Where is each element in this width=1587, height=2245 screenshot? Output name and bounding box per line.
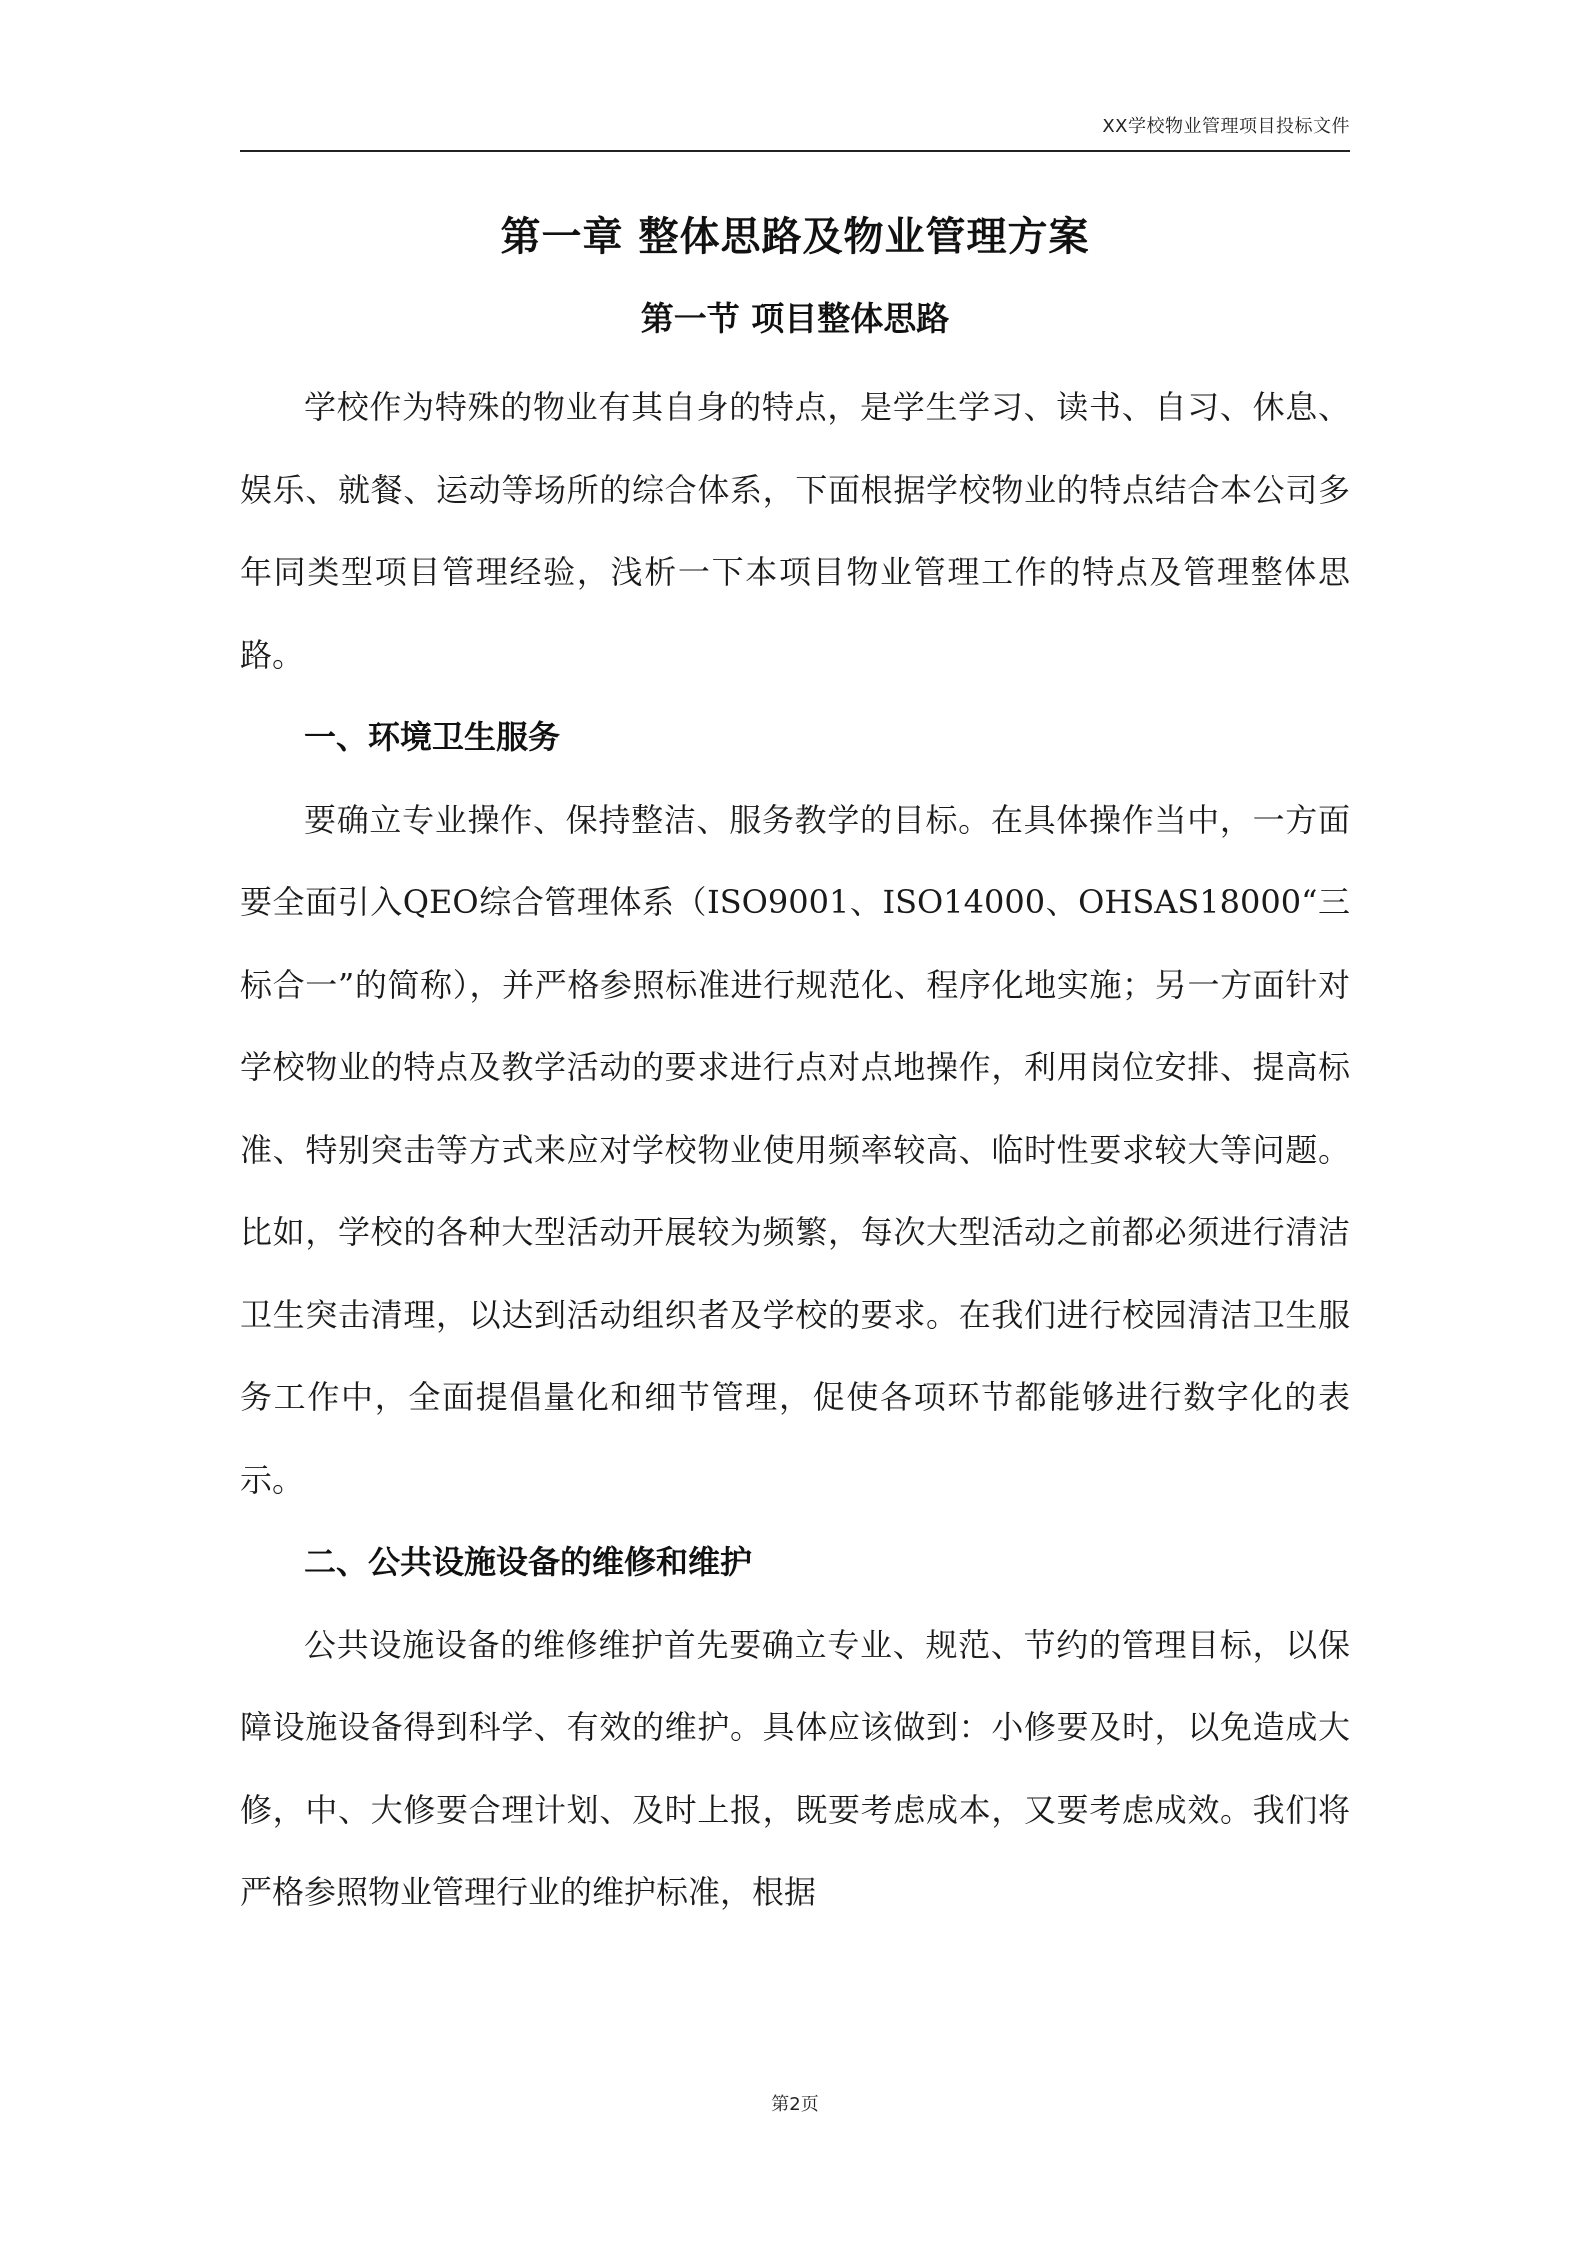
header-rule — [240, 150, 1350, 152]
section-title: 第一节 项目整体思路 — [640, 299, 950, 338]
intro-paragraph: 学校作为特殊的物业有其自身的特点，是学生学习、读书、自习、休息、娱乐、就餐、运动等场所的综合体系，下面根据学校物业的特点结合本公司多年同类型项目管理经验，浅析一下本项目物业管理工作的特点及管理整体思路。 — [240, 388, 1350, 674]
running-header: XX学校物业管理项目投标文件 — [1102, 116, 1350, 137]
environment-paragraph: 要确立专业操作、保持整洁、服务教学的目标。在具体操作当中，一方面要全面引入QEO综合管理体系（ISO9001、ISO14000、OHSAS18000“三标合一”的简称），并严格参照标准进行规范化、程序化地实施；另一方面针对学校物业的特点及教学活动的要求进行点对点地操作，利用岗位安排、提高标准、特别突击等方式来应对学校物业使用频率较高、临时性要求较大等问题。比如，学校的各种大型活动开展较为频繁，每次大型活动之前都必须进行清洁卫生突击清理，以达到活动组织者及学校的要求。在我们进行校园清洁卫生服务工作中，全面提倡量化和细节管理，促使各项环节都能够进行数字化的表示。 — [240, 800, 1350, 1499]
page-number: 第2页 — [771, 2094, 819, 2115]
facilities-paragraph: 公共设施设备的维修维护首先要确立专业、规范、节约的管理目标，以保障设施设备得到科学、有效的维护。具体应该做到：小修要及时，以免造成大修，中、大修要合理计划、及时上报，既要考虑成本，又要考虑成效。我们将严格参照物业管理行业的维护标准，根据 — [240, 1625, 1350, 1911]
chapter-title: 第一章 整体思路及物业管理方案 — [500, 213, 1090, 260]
body-text — [240, 366, 1350, 1934]
subheading-facilities: 二、公共设施设备的维修和维护 — [304, 1543, 753, 1581]
subheading-environment: 一、环境卫生服务 — [304, 718, 561, 756]
